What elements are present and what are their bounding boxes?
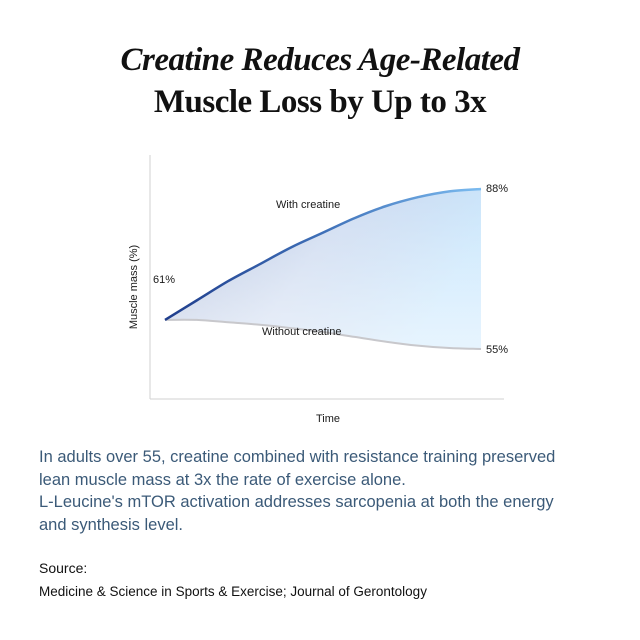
description-text [39,446,609,536]
description-line-1: In adults over 55, creatine combined with resistance training preserved [39,448,556,466]
y-axis-label: Muscle mass (%) [128,244,140,330]
x-axis-label: Time [315,413,341,425]
description-line-3: L-Leucine's mTOR activation addresses sarcopenia at both the energy [39,493,554,511]
start-value-label: 61% [153,274,176,286]
end-value-label-without-creatine: 55% [486,344,509,356]
source-label: Source: [39,560,88,576]
end-value-label-with-creatine: 88% [486,183,509,195]
gap-area-fade [165,189,481,349]
chart-title-line-1: Creatine Reduces Age-Related [120,42,520,78]
source-citation: Medicine & Science in Sports & Exercise; Journal of Gerontology [39,584,427,599]
description-line-2: lean muscle mass at 3x the rate of exercise alone. [39,470,406,489]
chart-title-line-2: Muscle Loss by Up to 3x [153,84,487,120]
series-label-with-creatine: With creatine [276,199,341,211]
series-label-without-creatine: Without creatine [262,326,342,338]
description-line-4: and synthesis level. [39,515,183,534]
